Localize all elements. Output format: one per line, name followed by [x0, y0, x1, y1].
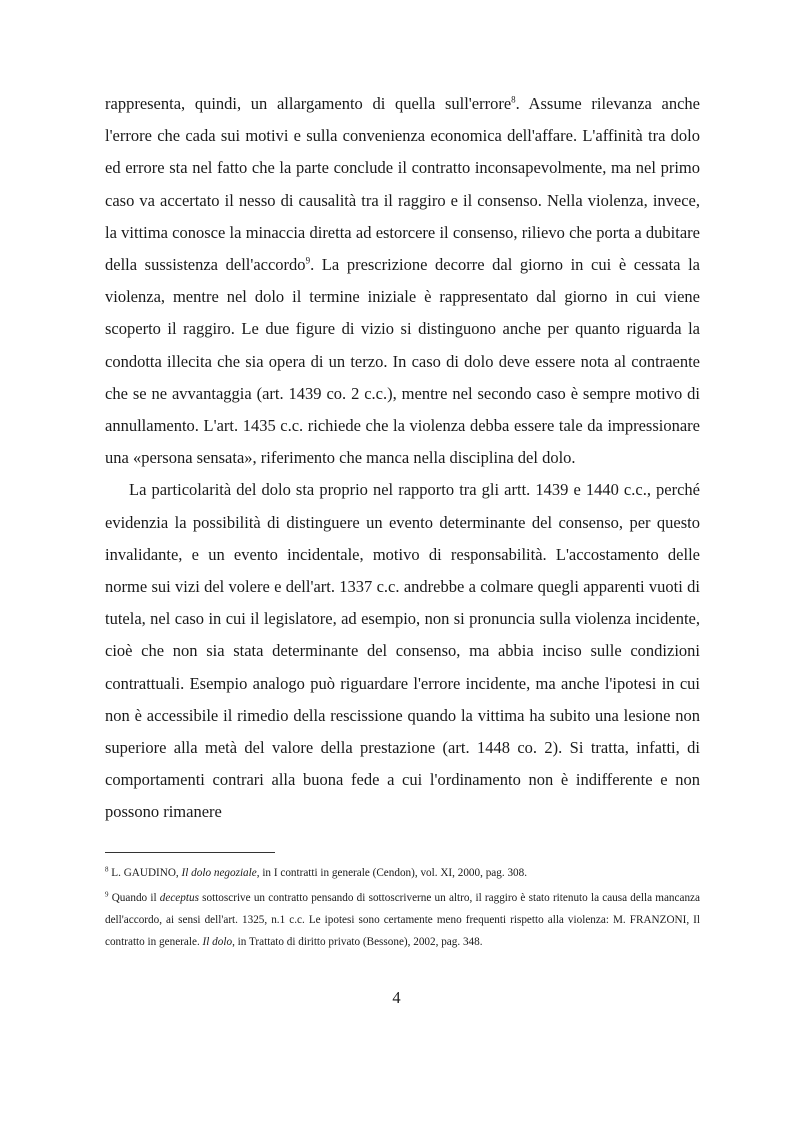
footnote-8-text-2: , in I contratti in generale (Cendon), vol. XI, 2000, pag. 308. — [256, 867, 528, 879]
footnote-ref-8: 8 — [511, 94, 516, 105]
footnote-9-text-3: , in Trattato di diritto privato (Bessone), 2002, pag. 348. — [232, 936, 483, 948]
footnote-9-text-1: Quando il — [108, 892, 160, 904]
footnote-8-text-1: L. GAUDINO, — [108, 867, 182, 879]
footnote-8-number: 8 — [105, 865, 109, 874]
paragraph-2: La particolarità del dolo sta proprio nel rapporto tra gli artt. 1439 e 1440 c.c., perché evidenzia la possibilità di distinguere un evento determinante del consenso, per questo invalidante, e un evento incidentale, motivo di responsabilità. L'accostamento delle norme sui vizi del volere e dell'art. 1337 c.c. andrebbe a colmare quegli apparenti vuoti di tutela, nel caso in cui il legislatore, ad esempio, non si pronuncia sulla violenza incidente, cioè che non sia stata determinante del consenso, ma abbia inciso sulle condizioni contrattuali. Esempio analogo può riguardare l'errore incidente, ma anche l'ipotesi in cui non è accessibile il rimedio della rescissione quando la vittima ha subito una lesione non superiore alla metà del valore della prestazione (art. 1448 co. 2). Si tratta, infatti, di comportamenti contrari alla buona fede a cui l'ordinamento non è indifferente e non possono rimanere — [105, 480, 700, 822]
paragraph-1 — [105, 88, 700, 474]
footnote-9-title: Il dolo — [202, 936, 233, 948]
footnote-8-title: Il dolo negoziale — [181, 867, 257, 879]
body-text — [105, 88, 700, 829]
paragraph-1-part-1: rappresenta, quindi, un allargamento di quella sull'errore — [105, 94, 512, 113]
footnote-9-text-2: sottoscrive un contratto pensando di sottoscriverne un altro, il raggiro è stato ritenuto la causa della mancanza dell'accordo, ai sensi dell'art. 1325, n.1 c.c. Le ipotesi sono certamente meno frequenti rispetto alla violenza: M. FRANZONI, Il contratto in generale. — [105, 892, 700, 948]
footnote-9-number: 9 — [105, 890, 109, 899]
footnote-separator — [105, 852, 275, 853]
footnote-ref-9: 9 — [305, 255, 311, 266]
page-number: 4 — [392, 988, 401, 1007]
paragraph-1-part-2: . Assume rilevanza anche l'errore che cada sui motivi e sulla convenienza economica dell'affare. L'affinità tra dolo ed errore sta nel fatto che la parte conclude il contratto inconsapevolmente, ma nel primo caso va accertato il nesso di causalità tra il raggiro e il consenso. Nella violenza, invece, la vittima conosce la minaccia diretta ad estorcere il consenso, rilievo che porta a dubitare della sussistenza dell'accordo — [105, 94, 700, 275]
footnotes — [105, 862, 700, 956]
paragraph-1-part-3: . La prescrizione decorre dal giorno in cui è cessata la violenza, mentre nel dolo il termine iniziale è rappresentato dal giorno in cui viene scoperto il raggiro. Le due figure di vizio si distinguono anche per quanto riguarda la condotta illecita che sia opera di un terzo. In caso di dolo deve essere nota al contraente che se ne avvantaggia (art. 1439 co. 2 c.c.), mentre nel secondo caso è sempre motivo di annullamento. L'art. 1435 c.c. richiede che la violenza debba essere tale da impressionare una «persona sensata», riferimento che manca nella disciplina del dolo. — [105, 255, 700, 468]
footnote-8 — [105, 862, 700, 884]
footnote-9 — [105, 887, 700, 953]
footnote-9-term: deceptus — [159, 892, 199, 904]
